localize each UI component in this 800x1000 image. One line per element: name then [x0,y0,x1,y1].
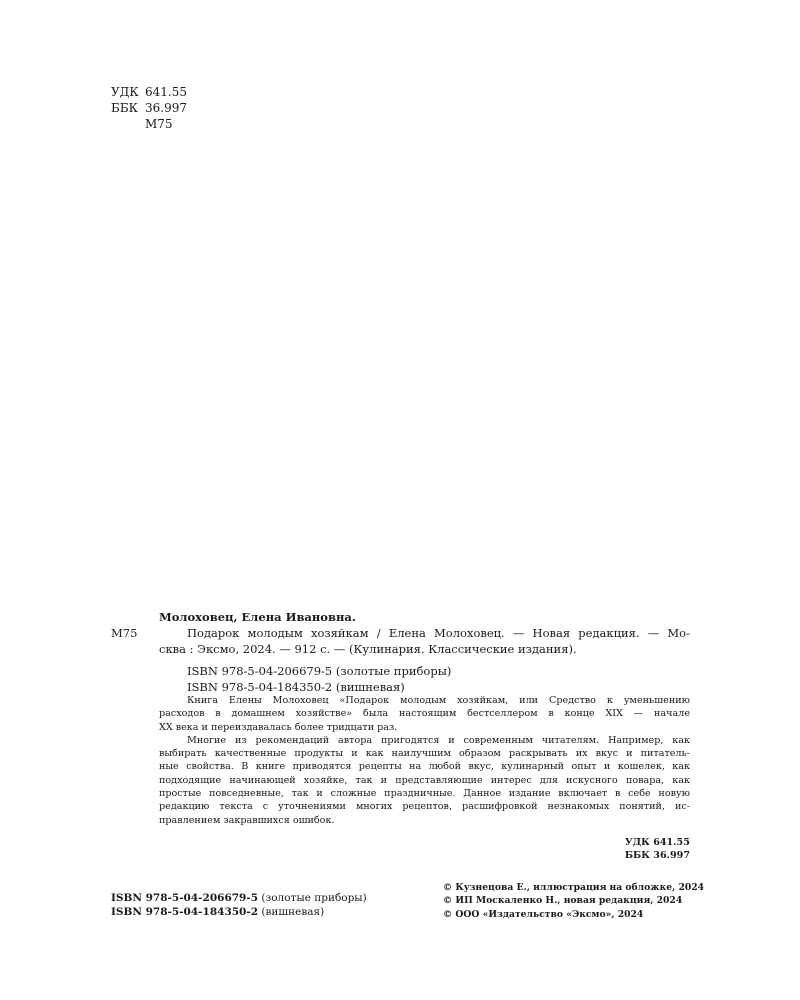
bbk-code: ББК 36.997 [624,850,690,861]
copyright-block [443,881,704,921]
title-line-2: сква : Эксмо, 2024. — 912 с. — (Кулинария. Классические издания). [159,642,577,656]
author-heading: Молоховец, Елена Ивановна. [159,610,356,624]
copyright-line: © Кузнецова Е., иллюстрация на обложке, 2024 [443,882,705,893]
annotation-line: расходов в домашнем хозяйстве» была настоящим бестселлером в конце XIX — начале [159,708,690,720]
annotation [159,694,690,827]
annotation-line: Многие из рекомендаций автора пригодятся и современным читателям. Например, как [187,734,690,746]
udk-code: УДК 641.55 [624,837,690,848]
udk-label: УДК [111,85,139,99]
title-line-1: Подарок молодым хозяйкам / Елена Молоховец. — Новая редакция. — Мо- [187,626,690,640]
annotation-paragraph-1 [159,694,690,734]
bibliographic-description [159,625,690,695]
isbn-number: ISBN 978-5-04-206679-5 [111,892,259,904]
classification-codes-bottom [625,836,690,862]
annotation-line: простые повседневные, так и сложные праздничные. Данное издание включает в себе новую [159,788,690,800]
isbn-item: ISBN 978-5-04-206679-5 (золотые приборы) [187,664,452,678]
annotation-line: XX века и переиздавалась более тридцати раз. [159,721,398,733]
bbk-value: 36.997 [145,101,187,115]
isbn-bottom-row [111,905,367,919]
isbn-bottom-row [111,891,367,905]
annotation-line: редакцию текста с уточнениями многих рецептов, расшифровкой незнакомых понятий, ис- [159,801,690,813]
classification-codes-top [111,84,187,132]
bbk-label: ББК [111,101,138,115]
isbn-list [159,663,690,695]
isbn-item: ISBN 978-5-04-184350-2 (вишневая) [187,680,405,694]
udk-value: 641.55 [145,85,187,99]
isbn-block-bottom [111,891,367,919]
bbk-row [111,100,187,116]
isbn-note: (вишневая) [261,906,325,918]
annotation-line: правлением закравшихся ошибок. [159,814,335,826]
isbn-number: ISBN 978-5-04-184350-2 [111,906,259,918]
udk-row [111,84,187,100]
annotation-line: подходящие начинающей хозяйке, так и представляющие интерес для искусного повара, как [159,774,690,786]
isbn-note: (золотые приборы) [261,892,367,904]
copyright-line: © ИП Москаленко Н., новая редакция, 2024 [443,895,683,907]
author-mark: М75 [111,626,138,640]
copyright-line: © ООО «Издательство «Эксмо», 2024 [443,908,644,920]
annotation-line: Книга Елены Молоховец «Подарок молодым хозяйкам, или Средство к уменьшению [187,695,690,706]
annotation-line: ные свойства. В книге приводятся рецепты на любой вкус, кулинарный опыт и кошелек, как [159,761,690,773]
annotation-paragraph-2 [159,734,690,827]
annotation-line: выбирать качественные продукты и как наилучшим образом раскрывать их вкус и питатель- [159,748,690,760]
author-mark-top: М75 [145,117,173,131]
